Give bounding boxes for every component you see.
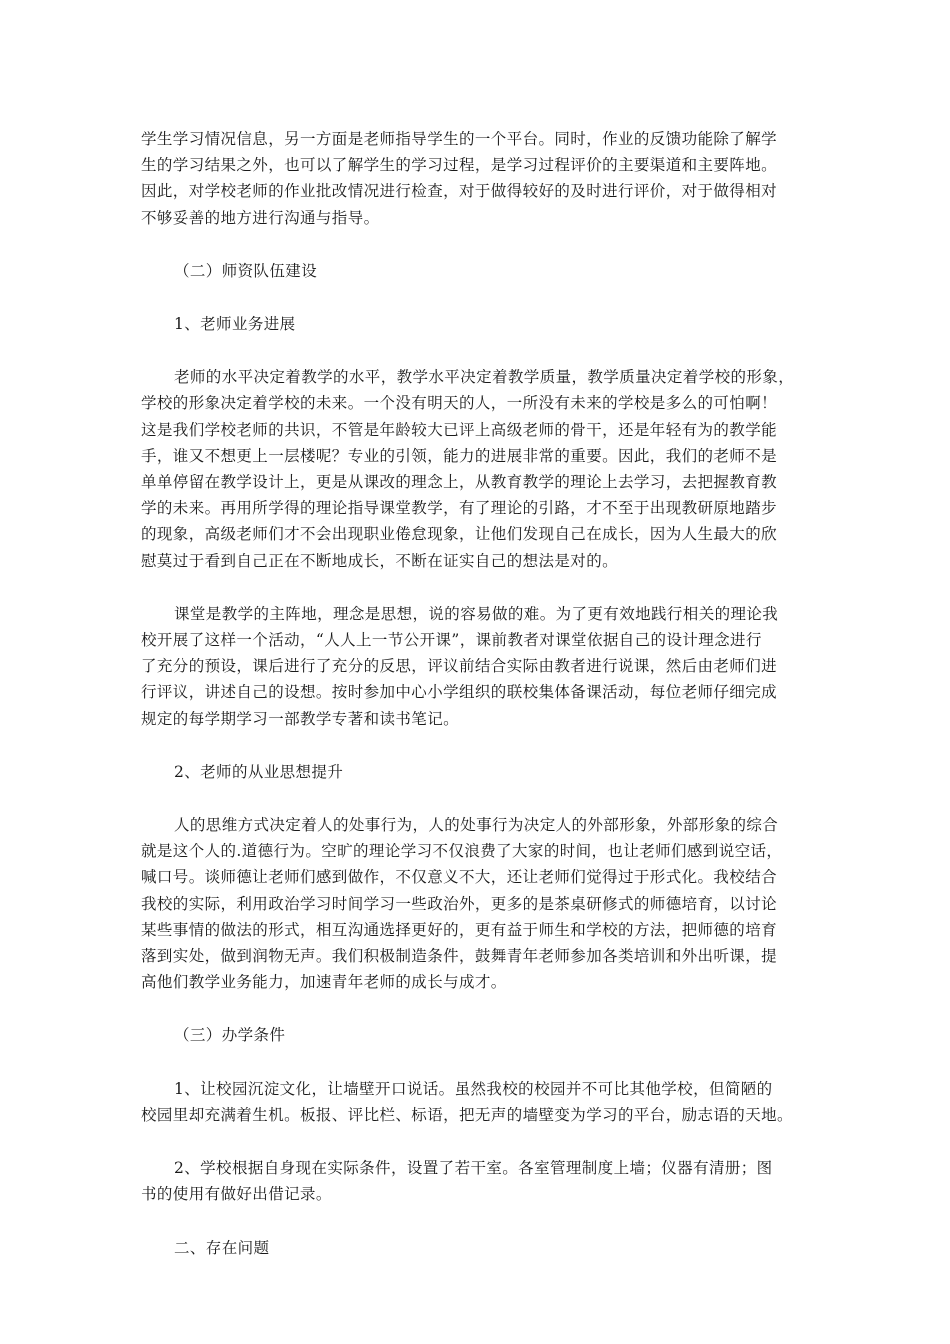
paragraph-teacher-level: 老师的水平决定着教学的水平，教学水平决定着教学质量，教学质量决定着学校的形象， 学校的形象决定着学校的未来。一个没有明天的人，一所没有未来的学校是多么的可怕啊！ 这是我们学校老师的共识，不管是年龄较大已评上高级老师的骨干，还是年轻有为的教学能 手，谁又不想更上一层楼呢？专业的引领，能力的进展非常的重要。因此，我们的老师不是 单单停留在教学设计上，更是从课改的理念上，从教育教学的理论上去学习，去把握教育教 学的未来。再用所学得的理论指导课堂教学，有了理论的引路，才不至于出现教研原地踏步 的现象，高级老师们才不会出现职业倦怠现象，让他们发现自己在成长，因为人生最大的欣 慰莫过于看到自己正在不断地成长，不断在证实自己的想法是对的。 (141, 368, 795, 570)
paragraph-gap (141, 732, 815, 759)
paragraph-gap (141, 1208, 815, 1235)
paragraph-gap (141, 574, 815, 601)
paragraph-gap (141, 231, 815, 258)
paragraph-facility-rooms: 2、学校根据自身现在实际条件，设置了若干室。各室管理制度上墙；仪器有清册；图 书的使用有做好出借记录。 (141, 1159, 773, 1204)
section-heading-teacher-team: （二）师资队伍建设 (174, 261, 318, 280)
section-heading-existing-problems: 二、存在问题 (174, 1238, 270, 1257)
paragraph-homework-feedback: 学生学习情况信息，另一方面是老师指导学生的一个平台。同时，作业的反馈功能除了解学 生的学习结果之外，也可以了解学生的学习过程，是学习过程评价的主要渠道和主要阵地。 因此，对学校老师的作业批改情况进行检查，对于做得较好的及时进行评价，对于做得相对 不够妥善的地方进行沟通与指导。 (141, 130, 778, 227)
subsection-heading-teacher-development: 1、老师业务进展 (174, 315, 296, 334)
paragraph-gap (141, 284, 815, 311)
subsection-heading-professional-ethics: 2、老师的从业思想提升 (174, 762, 344, 781)
paragraph-gap (141, 995, 815, 1022)
paragraph-ethics-training: 人的思维方式决定着人的处事行为，人的处事行为决定人的外部形象，外部形象的综合 就是这个人的.道德行为。空旷的理论学习不仅浪费了大家的时间，也让老师们感到说空话， 喊口号。谈师德让老师们感到做作，不仅意义不大，还让老师们觉得过于形式化。我校结合 我校的实际，利用政治学习时间学习一些政治外，更多的是茶桌研修式的师德培育，以讨论 某些事情的做法的形式，相互沟通选择更好的，更有益于师生和学校的方法，把师德的培育 落到实处，做到润物无声。我们积极制造条件，鼓舞青年老师参加各类培训和外出听课，提 高他们教学业务能力，加速青年老师的成长与成才。 (141, 816, 783, 992)
paragraph-gap (141, 1128, 815, 1155)
paragraph-gap (141, 1049, 815, 1076)
paragraph-gap (141, 785, 815, 812)
paragraph-campus-culture: 1、让校园沉淀文化，让墙壁开口说话。虽然我校的校园并不可比其他学校，但简陋的 校园里却充满着生机。板报、评比栏、标语，把无声的墙壁变为学习的平台，励志语的天地。 (141, 1079, 793, 1124)
document-body (141, 126, 815, 1261)
paragraph-gap (141, 337, 815, 364)
section-heading-school-conditions: （三）办学条件 (174, 1026, 286, 1045)
paragraph-classroom-activity: 课堂是教学的主阵地，理念是思想，说的容易做的难。为了更有效地践行相关的理论我 校开展了这样一个活动，“人人上一节公开课”，课前教者对课堂依据自己的设计理念进行 了充分的预设，课后进行了充分的反思，评议前结合实际由教者进行说课，然后由老师们进 行评议，讲述自己的设想。按时参加中心小学组织的联校集体备课活动，每位老师仔细完成 规定的每学期学习一部教学专著和读书笔记。 (141, 604, 779, 728)
